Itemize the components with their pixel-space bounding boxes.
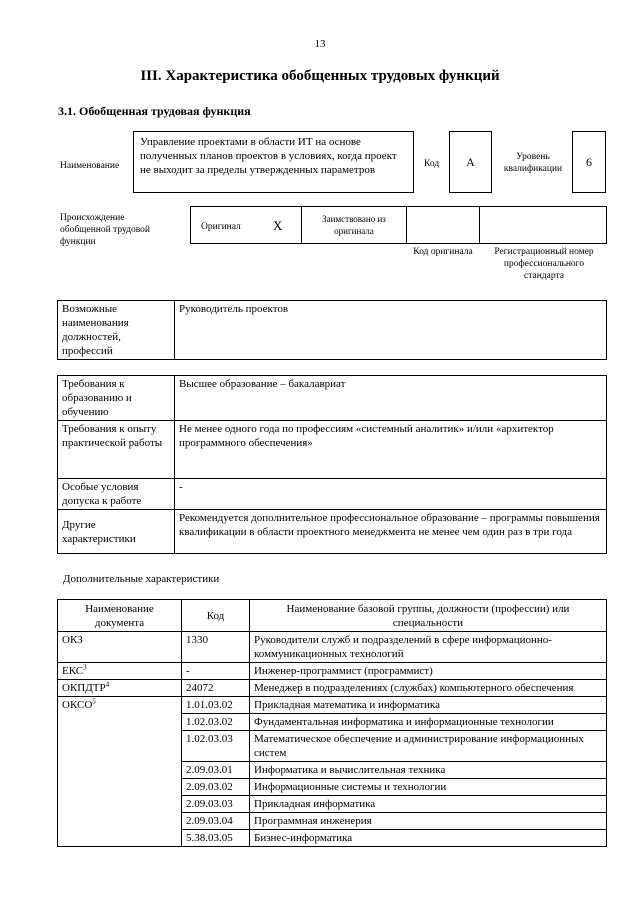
doc-eks: ЕКС$^3$ [58, 663, 182, 680]
requirement-row [58, 479, 607, 510]
level-value-box [572, 131, 606, 193]
requirement-label: Другие характеристики [58, 510, 175, 554]
okso-code: 1.02.03.03 [182, 731, 250, 762]
name-eks: Инженер-программист (программист) [250, 663, 607, 680]
okso-name: Информатика и вычислительная техника [250, 762, 607, 779]
table-row [58, 632, 607, 663]
okso-name: Математическое обеспечение и администрирование информационных систем [250, 731, 607, 762]
requirement-label: Требования к опыту практической работы [58, 421, 175, 479]
name-okpdtr: Менеджер в подразделениях (службах) компьютерного обеспечения [250, 680, 607, 697]
code-caption: Код оригинала [413, 247, 473, 257]
name-label: Наименование [60, 161, 120, 171]
okso-code: 2.09.03.02 [182, 779, 250, 796]
requirement-row [58, 421, 607, 479]
okso-code: 2.09.03.01 [182, 762, 250, 779]
borrowed-label: Заимствовано из оригинала [322, 214, 386, 236]
okso-name: Прикладная математика и информатика [250, 697, 607, 714]
positions-label: Возможные наименования должностей, профессий [58, 301, 175, 360]
code-eks: - [182, 663, 250, 680]
header-code: Код [182, 600, 250, 632]
requirement-row [58, 510, 607, 554]
code-value: A [466, 155, 475, 169]
level-value: 6 [586, 155, 592, 169]
additional-table [57, 599, 607, 847]
requirements-table [57, 375, 607, 554]
function-name-value: Управление проектами в области ИТ на основе полученных планов проектов в условиях, когда проект не выходит за пределы утвержденных параметров [140, 136, 397, 176]
table-row [58, 680, 607, 697]
requirement-label: Особые условия допуска к работе [58, 479, 175, 510]
additional-header-row [58, 600, 607, 632]
requirement-value: Высшее образование – бакалавриат [175, 376, 607, 421]
code-label: Код [424, 159, 440, 169]
doc-okpdtr: ОКПДТР$^4$ [58, 680, 182, 697]
positions-table [57, 300, 607, 360]
positions-row [58, 301, 607, 360]
doc-okz: ОКЗ [58, 632, 182, 663]
subsection-title: 3.1. Обобщенная трудовая функция [58, 104, 251, 118]
okso-code: 1.01.03.02 [182, 697, 250, 714]
positions-value: Руководитель проектов [175, 301, 607, 360]
original-cell [190, 206, 302, 244]
original-code-cell [406, 206, 480, 244]
function-name-box [133, 131, 414, 193]
requirement-value: - [175, 479, 607, 510]
original-mark: X [273, 218, 283, 233]
okso-name: Фундаментальная информатика и информационные технологии [250, 714, 607, 731]
table-row [58, 697, 607, 714]
code-value-box [449, 131, 492, 193]
requirement-value: Не менее одного года по профессиям «системный аналитик» и/или «архитектор программного обеспечения» [175, 421, 607, 479]
header-name: Наименование базовой группы, должности (профессии) или специальности [250, 600, 607, 632]
code-okz: 1330 [182, 632, 250, 663]
code-okpdtr: 24072 [182, 680, 250, 697]
doc-okso: ОКСО$^5$ [58, 697, 182, 847]
page-number: 13 [314, 38, 326, 50]
okso-code: 2.09.03.04 [182, 813, 250, 830]
requirement-row [58, 376, 607, 421]
table-row [58, 663, 607, 680]
okso-code: 1.02.03.02 [182, 714, 250, 731]
okso-code: 2.09.03.03 [182, 796, 250, 813]
okso-name: Программная инженерия [250, 813, 607, 830]
additional-title: Дополнительные характеристики [63, 573, 220, 585]
borrowed-cell [301, 206, 407, 244]
okso-code: 5.38.03.05 [182, 830, 250, 847]
okso-name: Прикладная информатика [250, 796, 607, 813]
okso-name: Информационные системы и технологии [250, 779, 607, 796]
level-label: Уровень квалификации [503, 152, 563, 174]
origin-label: Происхождение обобщенной трудовой функции [60, 213, 150, 247]
reg-caption: Регистрационный номер профессионального стандарта [494, 247, 594, 281]
original-label: Оригинал [201, 222, 241, 232]
reg-number-cell [479, 206, 607, 244]
requirement-label: Требования к образованию и обучению [58, 376, 175, 421]
okso-name: Бизнес-информатика [250, 830, 607, 847]
section-title: III. Характеристика обобщенных трудовых функций [140, 68, 500, 84]
header-doc: Наименование документа [58, 600, 182, 632]
requirement-value: Рекомендуется дополнительное профессиональное образование – программы повышения квалификации в области проектного менеджмента не менее чем один раз в три года [175, 510, 607, 554]
name-okz: Руководители служб и подразделений в сфере информационно-коммуникационных технологий [250, 632, 607, 663]
